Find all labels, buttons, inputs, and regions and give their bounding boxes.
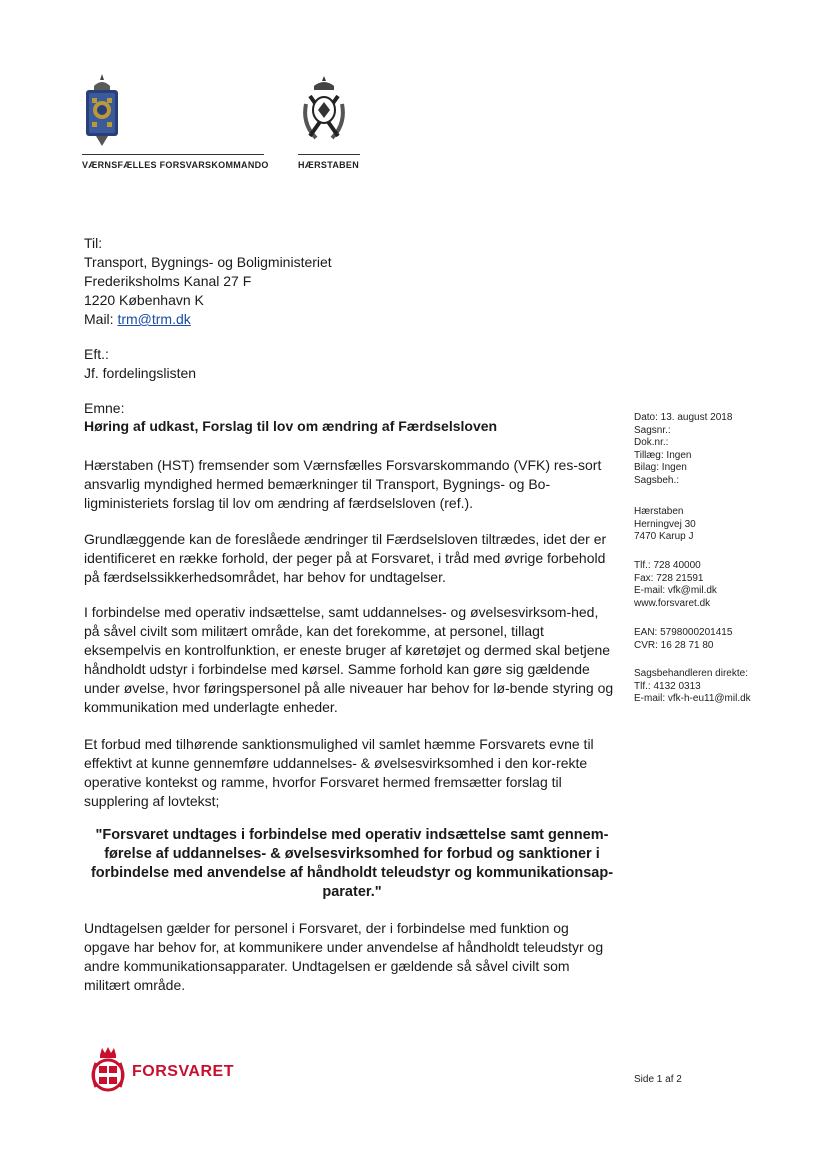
recipient-block (84, 234, 332, 329)
recipient-mail-label: Mail: (84, 311, 118, 327)
recipient-line2: Frederiksholms Kanal 27 F (84, 273, 252, 289)
sidebar-fax: Fax: 728 21591 (634, 572, 704, 584)
sidebar-sagsbeh: Sagsbeh.: (634, 474, 680, 486)
sidebar-address (634, 506, 696, 544)
eft-value: Jf. fordelingslisten (84, 365, 197, 381)
recipient-label: Til: (84, 235, 103, 251)
sidebar-case-info (634, 412, 732, 488)
sidebar-tlf: Tlf.: 728 40000 (634, 560, 701, 571)
emne-title: Høring af udkast, Forslag til lov om ændring af Færdselsloven (84, 418, 498, 434)
sidebar-cvr: CVR: 16 28 71 80 (634, 639, 714, 651)
sidebar-tillaeg: Tillæg: Ingen (634, 449, 692, 461)
sidebar-addr2: Herningvej 30 (634, 518, 696, 530)
sidebar-dato: Dato: 13. august 2018 (634, 412, 733, 423)
sidebar-addr3: 7470 Karup J (634, 531, 694, 543)
org-left-rule (82, 154, 264, 155)
sidebar-web[interactable]: www.forsvaret.dk (634, 597, 711, 609)
recipient-mail-line (84, 310, 332, 329)
page-number: Side 1 af 2 (634, 1074, 682, 1085)
haerstaben-crest-icon (296, 74, 352, 146)
paragraph-4: Et forbud med tilhørende sanktionsmulighed vil samlet hæmme Forsvarets evne til effektivt at kunne gennemføre uddannelses- & øvelsesvirksomhed i den kor-rekte operative kontekst og ramme, hvorfor Forsvaret hermed fremsætter forslag til supplering af lovtekst; (84, 736, 594, 809)
footer-brand: FORSVARET (132, 1063, 234, 1080)
org-right-rule (298, 154, 360, 155)
eft-label: Eft.: (84, 346, 109, 362)
sidebar-direct-email[interactable]: E-mail: vfk-h-eu11@mil.dk (634, 693, 751, 705)
proposal-quote: "Forsvaret undtages i forbindelse med operativ indsættelse samt gennem-førelse af uddannelses- & øvelsesvirksomhed for forbud og sanktioner i forbindelse med anvendelse af håndholdt teleudstyr og kommunikationsap-parater." (90, 827, 614, 900)
recipient-line1: Transport, Bygnings- og Boligministeriet (84, 254, 332, 270)
sidebar-sagsnr: Sagsnr.: (634, 424, 671, 436)
sidebar-email[interactable]: E-mail: vfk@mil.dk (634, 585, 717, 597)
org-right-name: HÆRSTABEN (298, 160, 360, 170)
paragraph-5: Undtagelsen gælder for personel i Forsvaret, der i forbindelse med funktion og opgave har behov for, at kommunikere under anvendelse af håndholdt teleudstyr og andre kommunikationsapparater. Undtagelsen er gældende så såvel civilt som militært område. (84, 920, 604, 993)
sidebar-direct (634, 668, 751, 706)
eft-block (84, 345, 196, 383)
sidebar-doknr: Dok.nr.: (634, 437, 669, 449)
emne-label: Emne: (84, 400, 125, 416)
sidebar-addr1: Hærstaben (634, 506, 684, 517)
forsvaret-logo-icon (88, 1045, 128, 1093)
sidebar-bilag: Bilag: Ingen (634, 462, 687, 474)
org-left-name: VÆRNSFÆLLES FORSVARSKOMMANDO (82, 160, 269, 170)
sidebar-direct-tlf: Tlf.: 4132 0313 (634, 680, 701, 692)
sidebar-ean: EAN: 5798000201415 (634, 627, 733, 638)
recipient-mail-link[interactable]: trm@trm.dk (117, 311, 191, 327)
sidebar-contact (634, 560, 717, 610)
paragraph-2: Grundlæggende kan de foreslåede ændringer til Færdselsloven tiltrædes, idet der er identificeret en række forhold, der peger på at Forsvaret, i tråd med øvrige forbehold på færdselssikkerhedsområdet, har behov for undtagelser. (84, 531, 607, 585)
sidebar-direct-label: Sagsbehandleren direkte: (634, 668, 748, 679)
recipient-line3: 1220 København K (84, 292, 204, 308)
vfk-crest-icon (82, 72, 122, 148)
paragraph-3: I forbindelse med operativ indsættelse, samt uddannelses- og øvelsesvirksom-hed, på såvel civilt som militært område, kan det forekomme, at personel, tillagt eksempelvis en kontrolfunktion, er eneste bruger af køretøjet og dermed skal betjene håndholdt udstyr i forbindelse med kørsel. Samme forhold kan gøre sig gældende under øvelse, hvor føringspersonel på alle niveauer har behov for lø-bende styring og kommunikation med underlagte enheder. (84, 604, 614, 715)
paragraph-1: Hærstaben (HST) fremsender som Værnsfælles Forsvarskommando (VFK) res-sort ansvarlig myndighed hermed bemærkninger til Transport, Bygnings- og Bo-ligministeriets forslag til lov om ændring af færdselsloven (ref.). (84, 457, 602, 511)
sidebar-ids (634, 627, 732, 652)
